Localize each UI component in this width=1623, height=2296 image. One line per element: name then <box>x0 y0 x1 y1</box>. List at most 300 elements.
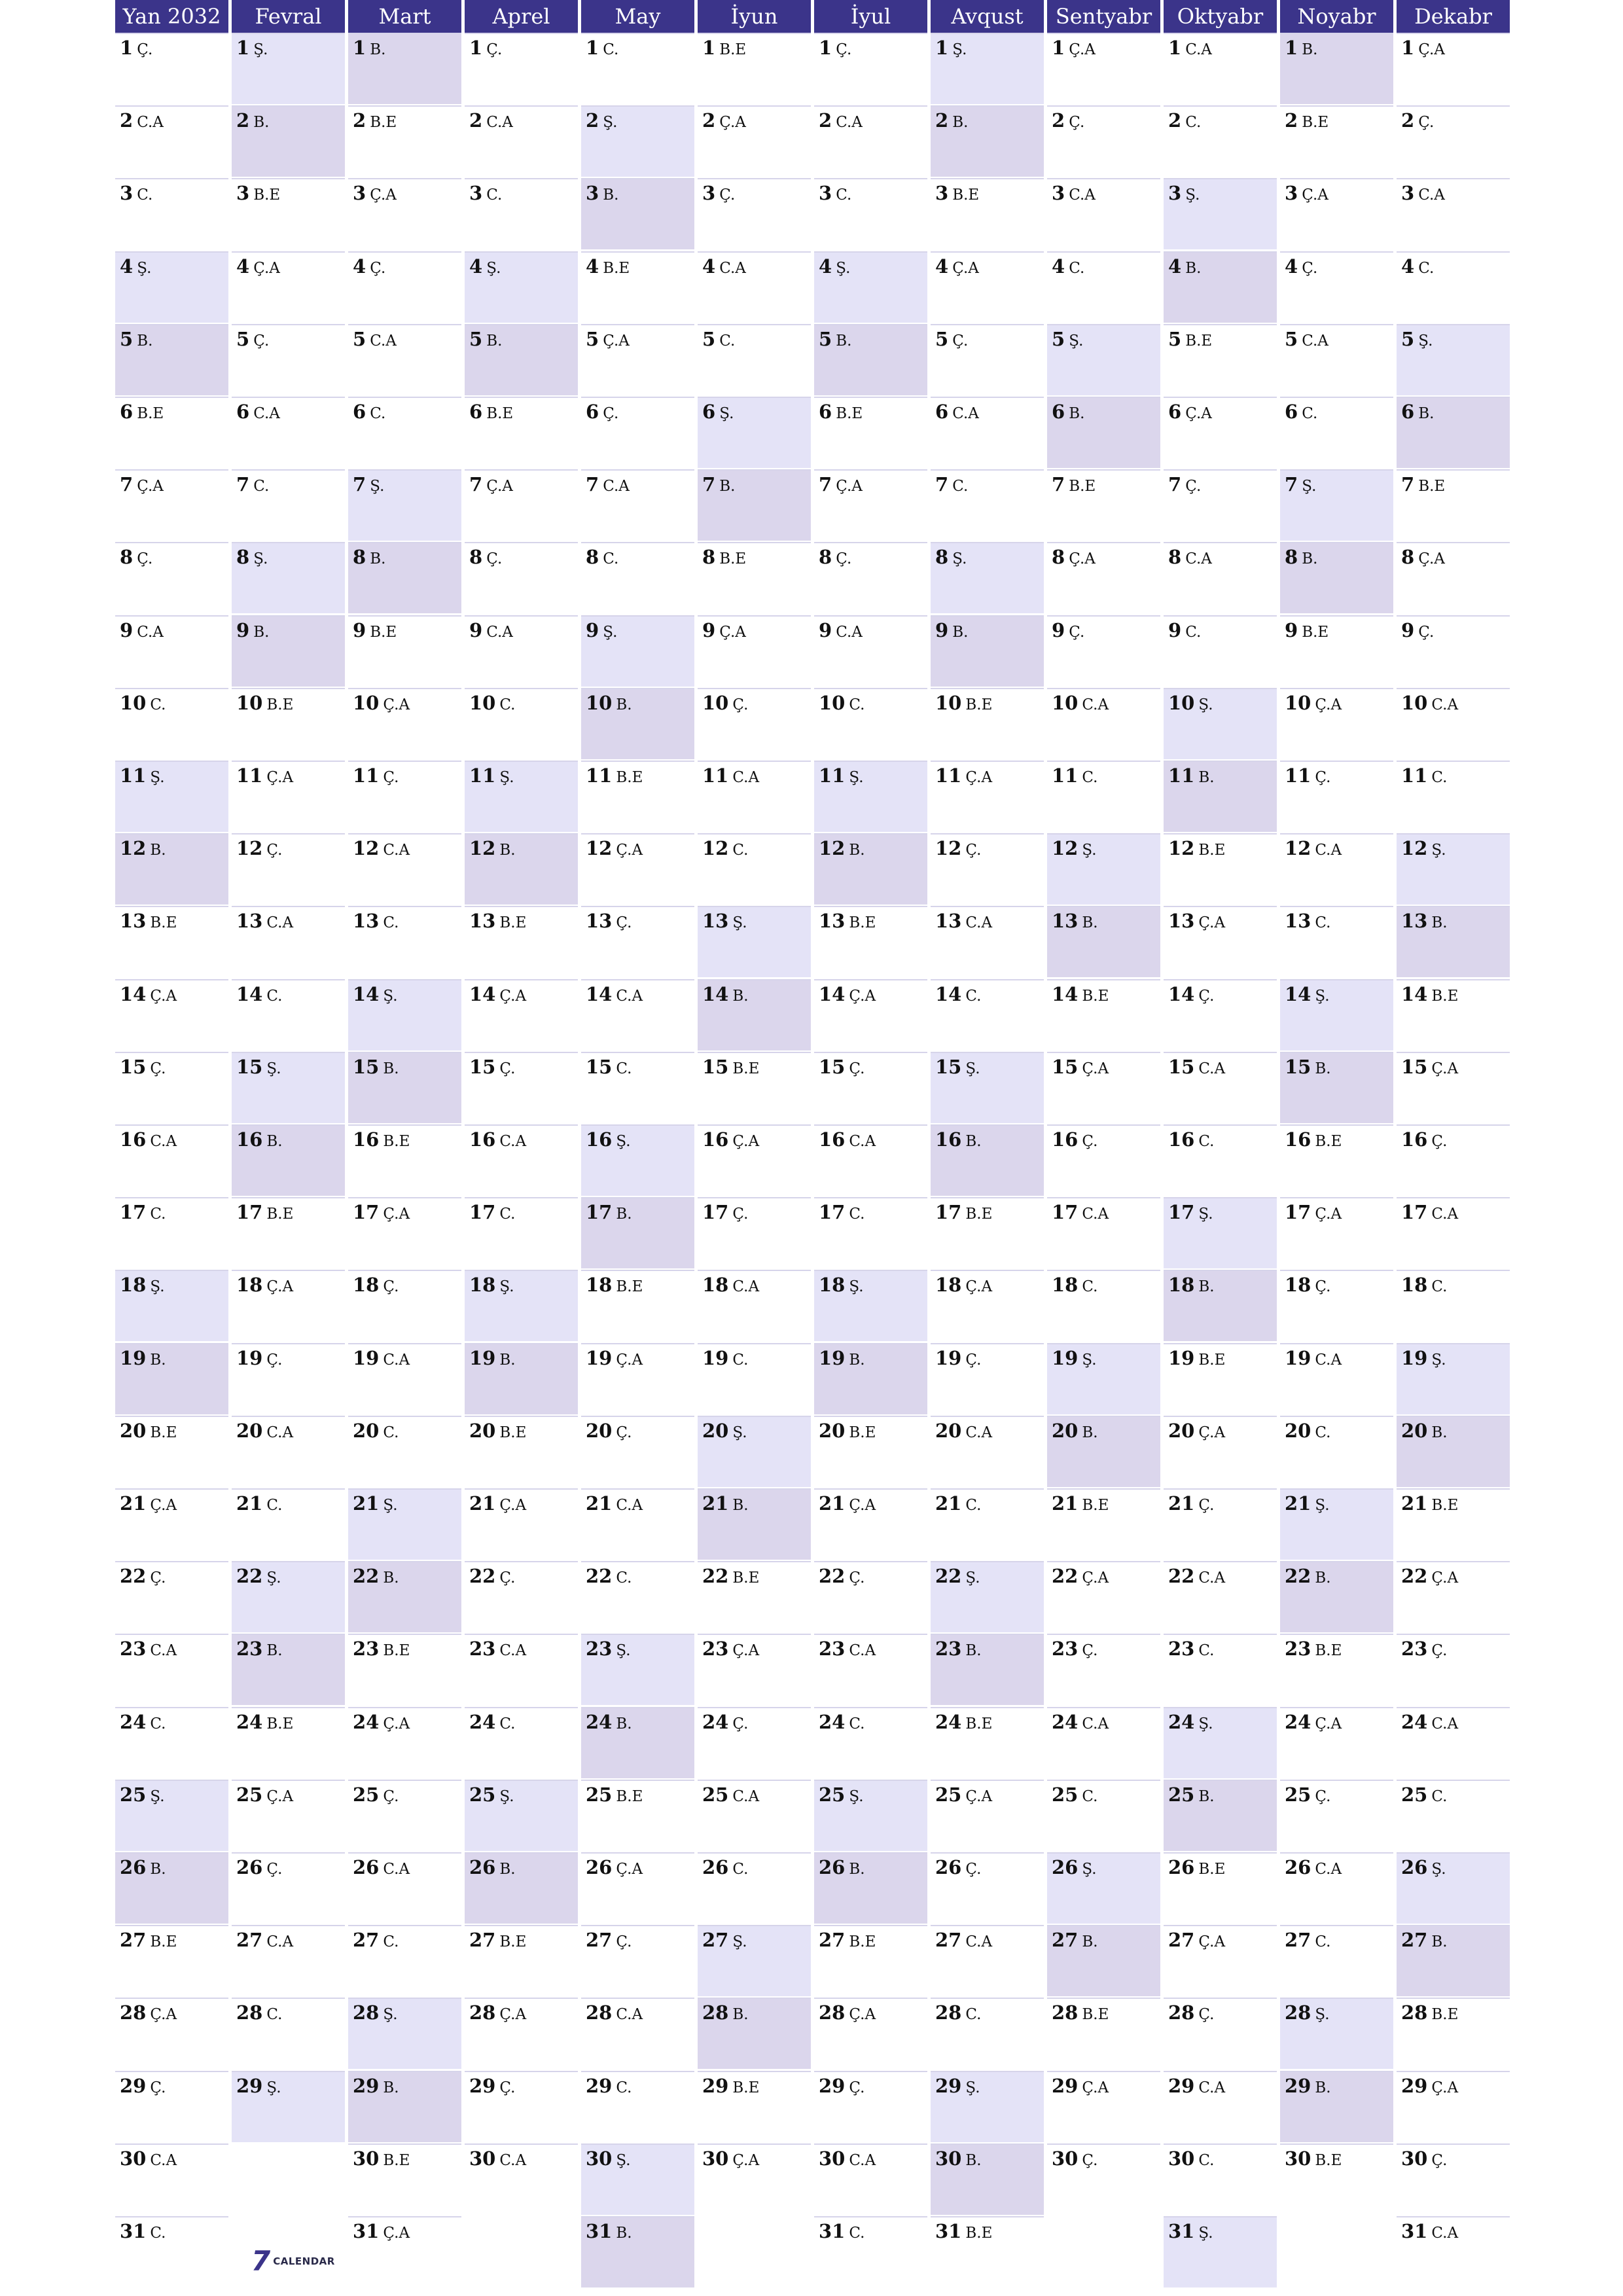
weekday-abbr: Ç.A <box>1315 696 1342 713</box>
day-number: 28 <box>1052 2001 1079 2024</box>
day-cell <box>465 397 578 468</box>
weekday-abbr: C. <box>1315 1933 1331 1951</box>
day-cell <box>115 1707 228 1778</box>
weekday-abbr: C.A <box>1302 332 1329 350</box>
weekday-abbr: B. <box>1315 1570 1331 1587</box>
day-cell <box>348 1925 461 1996</box>
weekday-abbr: Ç.A <box>1431 1060 1459 1077</box>
day-cell <box>1397 1488 1510 1560</box>
day-cell <box>1280 251 1393 323</box>
weekday-abbr: C.A <box>137 114 164 132</box>
weekday-abbr: Ç. <box>1431 1642 1448 1660</box>
weekday-abbr: C.A <box>1431 2225 1459 2242</box>
day-cell <box>1047 833 1160 905</box>
day-number: 24 <box>236 1710 263 1733</box>
day-cell <box>1164 1124 1277 1196</box>
day-cell <box>348 906 461 977</box>
day-number: 26 <box>236 1856 263 1878</box>
weekday-abbr: C. <box>150 1206 166 1223</box>
day-number: 7 <box>1285 473 1298 496</box>
weekday-abbr: Ç.A <box>849 987 876 1005</box>
day-number: 19 <box>819 1346 846 1369</box>
day-number: 27 <box>1285 1929 1311 1952</box>
day-number: 17 <box>1168 1201 1195 1224</box>
day-number: 27 <box>236 1929 263 1952</box>
day-number: 4 <box>935 255 949 278</box>
day-number: 3 <box>1285 182 1298 205</box>
day-number: 27 <box>702 1929 729 1952</box>
day-number: 3 <box>353 182 366 205</box>
weekday-abbr: Ç. <box>486 41 503 58</box>
day-cell <box>1280 1488 1393 1560</box>
day-cell <box>115 833 228 905</box>
weekday-abbr: Ç. <box>1302 259 1318 277</box>
day-number: 31 <box>1401 2220 1428 2242</box>
day-number: 16 <box>1168 1128 1195 1151</box>
day-number: 12 <box>1285 837 1311 860</box>
day-number: 24 <box>353 1710 380 1733</box>
day-cell <box>115 1852 228 1924</box>
day-cell <box>115 469 228 541</box>
day-cell <box>1164 2071 1277 2142</box>
weekday-abbr: B. <box>150 1351 166 1369</box>
day-cell <box>1397 1052 1510 1123</box>
weekday-abbr: Ç.A <box>1082 1570 1109 1587</box>
day-cell <box>1164 2216 1277 2287</box>
day-number: 7 <box>1168 473 1182 496</box>
day-cell <box>348 979 461 1050</box>
day-cell <box>931 1925 1044 1996</box>
day-number: 22 <box>586 1565 613 1588</box>
day-number: 21 <box>586 1492 613 1515</box>
day-cell <box>931 1270 1044 1341</box>
day-number: 18 <box>1052 1274 1079 1297</box>
day-number: 27 <box>353 1929 380 1952</box>
day-cell <box>931 105 1044 177</box>
day-number: 29 <box>1401 2074 1428 2097</box>
day-cell <box>115 1998 228 2069</box>
day-number: 22 <box>1168 1565 1195 1588</box>
weekday-abbr: Ç. <box>1082 1133 1098 1150</box>
weekday-abbr: B. <box>719 478 736 495</box>
day-number: 9 <box>469 619 483 641</box>
day-number: 9 <box>1168 619 1182 641</box>
weekday-abbr: Ç. <box>1069 114 1085 132</box>
day-cell <box>698 1488 811 1560</box>
day-cell <box>348 2216 461 2287</box>
weekday-abbr: C. <box>499 696 516 713</box>
day-number: 4 <box>1168 255 1182 278</box>
day-cell <box>698 1634 811 1705</box>
weekday-abbr: C.A <box>719 259 746 277</box>
day-number: 4 <box>1052 255 1065 278</box>
day-number: 5 <box>236 327 250 350</box>
day-number: 19 <box>469 1346 496 1369</box>
day-cell <box>1047 2144 1160 2215</box>
day-cell <box>931 906 1044 977</box>
day-number: 1 <box>935 37 949 59</box>
weekday-abbr: C.A <box>616 1497 643 1514</box>
weekday-abbr: C. <box>1198 1642 1215 1660</box>
weekday-abbr: Ç.A <box>1418 550 1445 568</box>
day-cell <box>232 251 345 323</box>
day-cell <box>581 324 694 395</box>
day-cell <box>581 1343 694 1414</box>
day-cell <box>465 1707 578 1778</box>
day-cell <box>1047 397 1160 468</box>
day-number: 23 <box>120 1638 147 1660</box>
weekday-abbr: Ç. <box>1082 1642 1098 1660</box>
day-cell <box>232 105 345 177</box>
day-number: 21 <box>1052 1492 1079 1515</box>
day-cell <box>1397 2071 1510 2142</box>
weekday-abbr: B.E <box>1082 2006 1109 2024</box>
weekday-abbr: Ş. <box>1082 842 1097 859</box>
day-number: 21 <box>1401 1492 1428 1515</box>
day-cell <box>1047 979 1160 1050</box>
weekday-abbr: Ç. <box>266 1861 283 1878</box>
weekday-abbr: C. <box>849 2225 865 2242</box>
day-number: 5 <box>1168 327 1182 350</box>
day-number: 18 <box>236 1274 263 1297</box>
weekday-abbr: Ç.A <box>383 1715 410 1732</box>
weekday-abbr: C.A <box>253 405 280 422</box>
weekday-abbr: Ç.A <box>253 259 280 277</box>
month-header: Aprel <box>465 0 578 33</box>
weekday-abbr: B. <box>370 550 386 568</box>
day-number: 10 <box>935 691 962 714</box>
day-number: 16 <box>1052 1128 1079 1151</box>
weekday-abbr: B.E <box>1431 987 1459 1005</box>
day-number: 22 <box>819 1565 846 1588</box>
day-number: 11 <box>120 764 147 787</box>
day-cell <box>115 1197 228 1268</box>
day-number: 15 <box>1052 1055 1079 1078</box>
day-cell <box>1280 1852 1393 1924</box>
weekday-abbr: Ç. <box>370 259 386 277</box>
day-number: 26 <box>1401 1856 1428 1878</box>
day-number: 10 <box>1168 691 1195 714</box>
day-cell <box>1280 2144 1393 2215</box>
day-cell <box>348 1998 461 2069</box>
day-number: 28 <box>586 2001 613 2024</box>
day-cell <box>232 397 345 468</box>
day-cell <box>814 1197 927 1268</box>
weekday-abbr: C.A <box>1082 1206 1109 1223</box>
day-number: 30 <box>1401 2147 1428 2170</box>
weekday-abbr: B. <box>266 1133 283 1150</box>
weekday-abbr: B. <box>499 1351 516 1369</box>
day-number: 24 <box>1052 1710 1079 1733</box>
day-number: 25 <box>353 1783 380 1806</box>
day-number: 4 <box>353 255 366 278</box>
weekday-abbr: B.E <box>499 1933 527 1951</box>
day-number: 20 <box>702 1419 729 1442</box>
day-number: 14 <box>702 982 729 1005</box>
weekday-abbr: Ç.A <box>616 842 643 859</box>
day-number: 15 <box>1285 1055 1311 1078</box>
day-number: 27 <box>120 1929 147 1952</box>
day-cell <box>931 1197 1044 1268</box>
day-number: 17 <box>819 1201 846 1224</box>
day-cell <box>348 542 461 613</box>
day-number: 3 <box>1401 182 1415 205</box>
weekday-abbr: C.A <box>1082 696 1109 713</box>
weekday-abbr: Ç.A <box>1069 41 1096 58</box>
day-cell <box>348 1780 461 1851</box>
day-cell <box>232 178 345 249</box>
day-number: 23 <box>819 1638 846 1660</box>
day-number: 26 <box>353 1856 380 1878</box>
day-cell <box>698 542 811 613</box>
weekday-abbr: Ç. <box>1185 478 1202 495</box>
day-number: 29 <box>702 2074 729 2097</box>
weekday-abbr: C. <box>849 696 865 713</box>
day-cell <box>1397 1780 1510 1851</box>
day-cell <box>581 397 694 468</box>
day-number: 27 <box>586 1929 613 1952</box>
weekday-abbr: C.A <box>383 842 410 859</box>
day-number: 4 <box>236 255 250 278</box>
day-number: 3 <box>702 182 716 205</box>
weekday-abbr: Ç. <box>1315 1278 1331 1296</box>
day-cell <box>1397 1925 1510 1996</box>
day-number: 25 <box>586 1783 613 1806</box>
weekday-abbr: Ç. <box>383 1787 399 1805</box>
day-cell <box>465 1124 578 1196</box>
weekday-abbr: Ş. <box>1302 478 1317 495</box>
day-number: 18 <box>1168 1274 1195 1297</box>
day-cell <box>1047 1416 1160 1487</box>
day-cell <box>931 1416 1044 1487</box>
weekday-abbr: C. <box>1069 259 1085 277</box>
weekday-abbr: B.E <box>1185 332 1213 350</box>
day-cell <box>1047 2071 1160 2142</box>
weekday-abbr: C. <box>266 1497 283 1514</box>
day-cell <box>1164 33 1277 104</box>
weekday-abbr: Ç.A <box>732 1642 760 1660</box>
day-number: 7 <box>353 473 366 496</box>
month-header: May <box>581 0 694 33</box>
day-number: 3 <box>120 182 134 205</box>
weekday-abbr: B. <box>952 623 969 641</box>
day-cell <box>1164 1998 1277 2069</box>
weekday-abbr: B. <box>499 1861 516 1878</box>
day-cell <box>1164 1780 1277 1851</box>
weekday-abbr: Ç. <box>499 2079 516 2096</box>
day-cell <box>465 979 578 1050</box>
day-cell <box>698 688 811 759</box>
day-number: 21 <box>819 1492 846 1515</box>
day-number: 17 <box>469 1201 496 1224</box>
day-number: 8 <box>935 546 949 569</box>
day-cell <box>814 1124 927 1196</box>
day-number: 29 <box>469 2074 496 2097</box>
day-cell <box>232 1488 345 1560</box>
day-number: 9 <box>120 619 134 641</box>
day-cell <box>232 1634 345 1705</box>
day-number: 16 <box>702 1128 729 1151</box>
weekday-abbr: B.E <box>719 41 747 58</box>
day-cell <box>581 105 694 177</box>
weekday-abbr: C.A <box>486 114 513 132</box>
day-number: 13 <box>353 910 380 933</box>
day-cell <box>698 1343 811 1414</box>
weekday-abbr: B. <box>849 1351 865 1369</box>
weekday-abbr: C. <box>1302 405 1318 422</box>
weekday-abbr: C. <box>965 1497 982 1514</box>
day-number: 15 <box>120 1055 147 1078</box>
weekday-abbr: C.A <box>603 478 630 495</box>
day-cell <box>698 979 811 1050</box>
day-cell <box>348 1488 461 1560</box>
day-cell <box>1280 1197 1393 1268</box>
weekday-abbr: C.A <box>849 1642 876 1660</box>
day-number: 27 <box>1401 1929 1428 1952</box>
weekday-abbr: B.E <box>965 2225 993 2242</box>
day-number: 28 <box>1285 2001 1311 2024</box>
day-number: 26 <box>586 1856 613 1878</box>
weekday-abbr: Ş. <box>370 478 385 495</box>
calendar-logo <box>251 2245 335 2277</box>
day-number: 21 <box>1285 1492 1311 1515</box>
month-header: Yan 2032 <box>115 0 228 33</box>
day-number: 8 <box>236 546 250 569</box>
day-cell <box>465 1488 578 1560</box>
weekday-abbr: Ş. <box>499 1278 514 1296</box>
day-cell <box>1164 105 1277 177</box>
day-cell <box>232 469 345 541</box>
weekday-abbr: Ş. <box>952 41 967 58</box>
day-cell <box>814 1707 927 1778</box>
day-cell <box>581 688 694 759</box>
day-number: 4 <box>586 255 599 278</box>
day-number: 10 <box>469 691 496 714</box>
day-number: 13 <box>1168 910 1195 933</box>
weekday-abbr: C. <box>1315 914 1331 932</box>
weekday-abbr: Ç.A <box>1082 2079 1109 2096</box>
weekday-abbr: Ç. <box>266 842 283 859</box>
weekday-abbr: B. <box>499 842 516 859</box>
weekday-abbr: Ş. <box>137 259 152 277</box>
day-cell <box>1164 1052 1277 1123</box>
day-number: 12 <box>935 837 962 860</box>
day-cell <box>581 1416 694 1487</box>
day-number: 26 <box>120 1856 147 1878</box>
day-cell <box>1164 469 1277 541</box>
weekday-abbr: B.E <box>1302 623 1329 641</box>
day-cell <box>814 833 927 905</box>
day-cell <box>931 1780 1044 1851</box>
day-cell <box>931 1852 1044 1924</box>
day-cell <box>115 1780 228 1851</box>
day-number: 23 <box>353 1638 380 1660</box>
day-cell <box>348 1052 461 1123</box>
day-cell <box>698 1998 811 2069</box>
weekday-abbr: Ş. <box>1418 332 1433 350</box>
day-number: 6 <box>586 401 599 423</box>
day-number: 3 <box>1052 182 1065 205</box>
weekday-abbr: C.A <box>836 114 863 132</box>
day-number: 8 <box>702 546 716 569</box>
day-cell <box>1397 906 1510 977</box>
weekday-abbr: C.A <box>266 914 294 932</box>
day-number: 15 <box>586 1055 613 1078</box>
day-cell <box>1397 833 1510 905</box>
day-number: 3 <box>586 182 599 205</box>
weekday-abbr: Ç.A <box>732 2151 760 2169</box>
day-number: 29 <box>353 2074 380 2097</box>
weekday-abbr: B.E <box>1082 987 1109 1005</box>
day-number: 28 <box>469 2001 496 2024</box>
weekday-abbr: C.A <box>616 987 643 1005</box>
day-number: 23 <box>702 1638 729 1660</box>
weekday-abbr: B. <box>1198 769 1215 786</box>
weekday-abbr: C. <box>383 1424 399 1441</box>
weekday-abbr: B.E <box>266 696 294 713</box>
day-number: 8 <box>1052 546 1065 569</box>
day-cell <box>1164 542 1277 613</box>
day-cell <box>698 33 811 104</box>
day-number: 14 <box>935 982 962 1005</box>
day-number: 27 <box>469 1929 496 1952</box>
weekday-abbr: B.E <box>849 1933 876 1951</box>
weekday-abbr: B.E <box>1302 114 1329 132</box>
day-cell <box>348 324 461 395</box>
weekday-abbr: B.E <box>952 187 980 204</box>
day-number: 4 <box>1285 255 1298 278</box>
weekday-abbr: Ç. <box>150 2079 166 2096</box>
day-cell <box>931 324 1044 395</box>
day-cell <box>115 1925 228 1996</box>
day-cell <box>232 33 345 104</box>
day-number: 6 <box>353 401 366 423</box>
day-number: 22 <box>1401 1565 1428 1588</box>
day-cell <box>348 2144 461 2215</box>
day-cell <box>698 1416 811 1487</box>
day-number: 18 <box>1285 1274 1311 1297</box>
day-cell <box>1047 906 1160 977</box>
weekday-abbr: Ç. <box>1418 623 1435 641</box>
day-number: 17 <box>586 1201 613 1224</box>
day-cell <box>232 542 345 613</box>
day-number: 5 <box>1401 327 1415 350</box>
day-cell <box>465 1561 578 1632</box>
day-cell <box>465 105 578 177</box>
day-cell <box>698 2071 811 2142</box>
day-cell <box>581 1998 694 2069</box>
day-cell <box>814 324 927 395</box>
day-cell <box>931 688 1044 759</box>
day-cell <box>1397 1197 1510 1268</box>
day-number: 27 <box>1168 1929 1195 1952</box>
day-number: 4 <box>819 255 832 278</box>
day-number: 18 <box>819 1274 846 1297</box>
weekday-abbr: Ş. <box>486 259 501 277</box>
day-number: 21 <box>120 1492 147 1515</box>
day-number: 8 <box>120 546 134 569</box>
day-cell <box>581 979 694 1050</box>
day-cell <box>232 906 345 977</box>
day-cell <box>931 1343 1044 1414</box>
day-cell <box>1164 761 1277 832</box>
weekday-abbr: Ç.A <box>266 769 294 786</box>
day-number: 10 <box>819 691 846 714</box>
day-number: 29 <box>1168 2074 1195 2097</box>
weekday-abbr: C.A <box>266 1424 294 1441</box>
day-number: 30 <box>469 2147 496 2170</box>
day-cell <box>465 688 578 759</box>
